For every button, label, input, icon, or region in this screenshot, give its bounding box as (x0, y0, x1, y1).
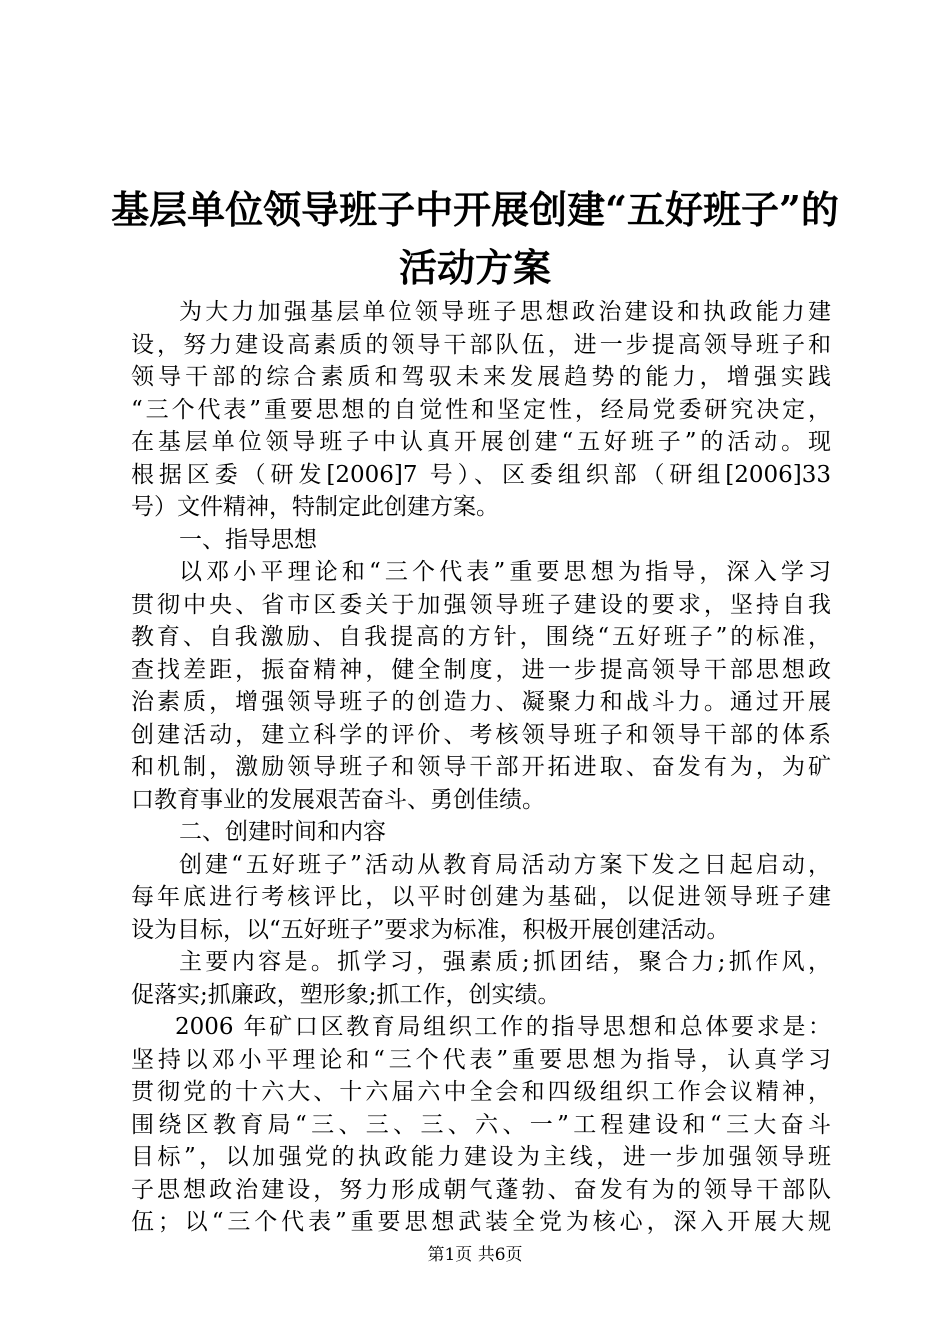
body-line: 查找差距，振奋精神，健全制度，进一步提高领导干部思想政 (131, 656, 831, 683)
body-line: 号）文件精神，特制定此创建方案。 (131, 494, 499, 520)
document-title-line-2: 活动方案 (398, 245, 551, 290)
body-line: 目标”，以加强党的执政能力建设为主线，进一步加强领导班 (131, 1144, 831, 1170)
page-footer: 第1页 共6页 (427, 1245, 523, 1265)
body-line: 为大力加强基层单位领导班子思想政治建设和执政能力建 (179, 299, 831, 325)
body-line: “三个代表”重要思想的自觉性和坚定性，经局党委研究决定， (131, 396, 831, 423)
body-line: 每年底进行考核评比，以平时创建为基础，以促进领导班子建 (131, 884, 831, 910)
body-line: 伍；以“三个代表”重要思想武装全党为核心，深入开展大规 (131, 1209, 831, 1235)
body-line: 创建“五好班子”活动从教育局活动方案下发之日起启动， (179, 851, 831, 878)
body-line: 主要内容是。抓学习，强素质;抓团结，聚合力;抓作风， (179, 949, 831, 975)
body-line: 口教育事业的发展艰苦奋斗、勇创佳绩。 (131, 786, 545, 813)
body-line: 教育、自我激励、自我提高的方针，围绕“五好班子”的标准， (131, 624, 831, 650)
body-line: 在基层单位领导班子中认真开展创建“五好班子”的活动。现 (131, 429, 831, 455)
body-line: 促落实;抓廉政，塑形象;抓工作，创实绩。 (131, 981, 561, 1008)
body-line: 创建活动，建立科学的评价、考核领导班子和领导干部的体系 (131, 721, 831, 748)
body-line: 以邓小平理论和“三个代表”重要思想为指导，深入学习 (179, 559, 831, 585)
body-line: 子思想政治建设，努力形成朝气蓬勃、奋发有为的领导干部队 (131, 1176, 831, 1203)
body-line: 贯彻党的十六大、十六届六中全会和四级组织工作会议精神， (131, 1079, 831, 1105)
body-line: 治素质，增强领导班子的创造力、凝聚力和战斗力。通过开展 (131, 689, 831, 715)
body-line: 一、指导思想 (179, 526, 317, 553)
body-line: 坚持以邓小平理论和“三个代表”重要思想为指导，认真学习 (131, 1046, 831, 1073)
body-line: 设，努力建设高素质的领导干部队伍，进一步提高领导班子和 (131, 331, 831, 358)
body-line: 设为目标，以“五好班子”要求为标准，积极开展创建活动。 (131, 916, 730, 943)
body-line: 和机制，激励领导班子和领导干部开拓进取、奋发有为，为矿 (131, 754, 831, 780)
body-line: 领导干部的综合素质和驾驭未来发展趋势的能力，增强实践 (131, 364, 831, 390)
body-line: 2006 年矿口区教育局组织工作的指导思想和总体要求是： (175, 1014, 831, 1040)
body-line: 根据区委（研发[2006]7 号）、区委组织部（研组[2006]33 (131, 461, 831, 488)
body-line: 贯彻中央、省市区委关于加强领导班子建设的要求，坚持自我 (131, 591, 831, 618)
body-line: 二、创建时间和内容 (179, 819, 386, 845)
document-body (131, 296, 831, 1239)
document-title-line-1: 基层单位领导班子中开展创建“五好班子”的 (111, 187, 839, 232)
body-line: 围绕区教育局“三、三、三、六、一”工程建设和“三大奋斗 (131, 1111, 831, 1138)
